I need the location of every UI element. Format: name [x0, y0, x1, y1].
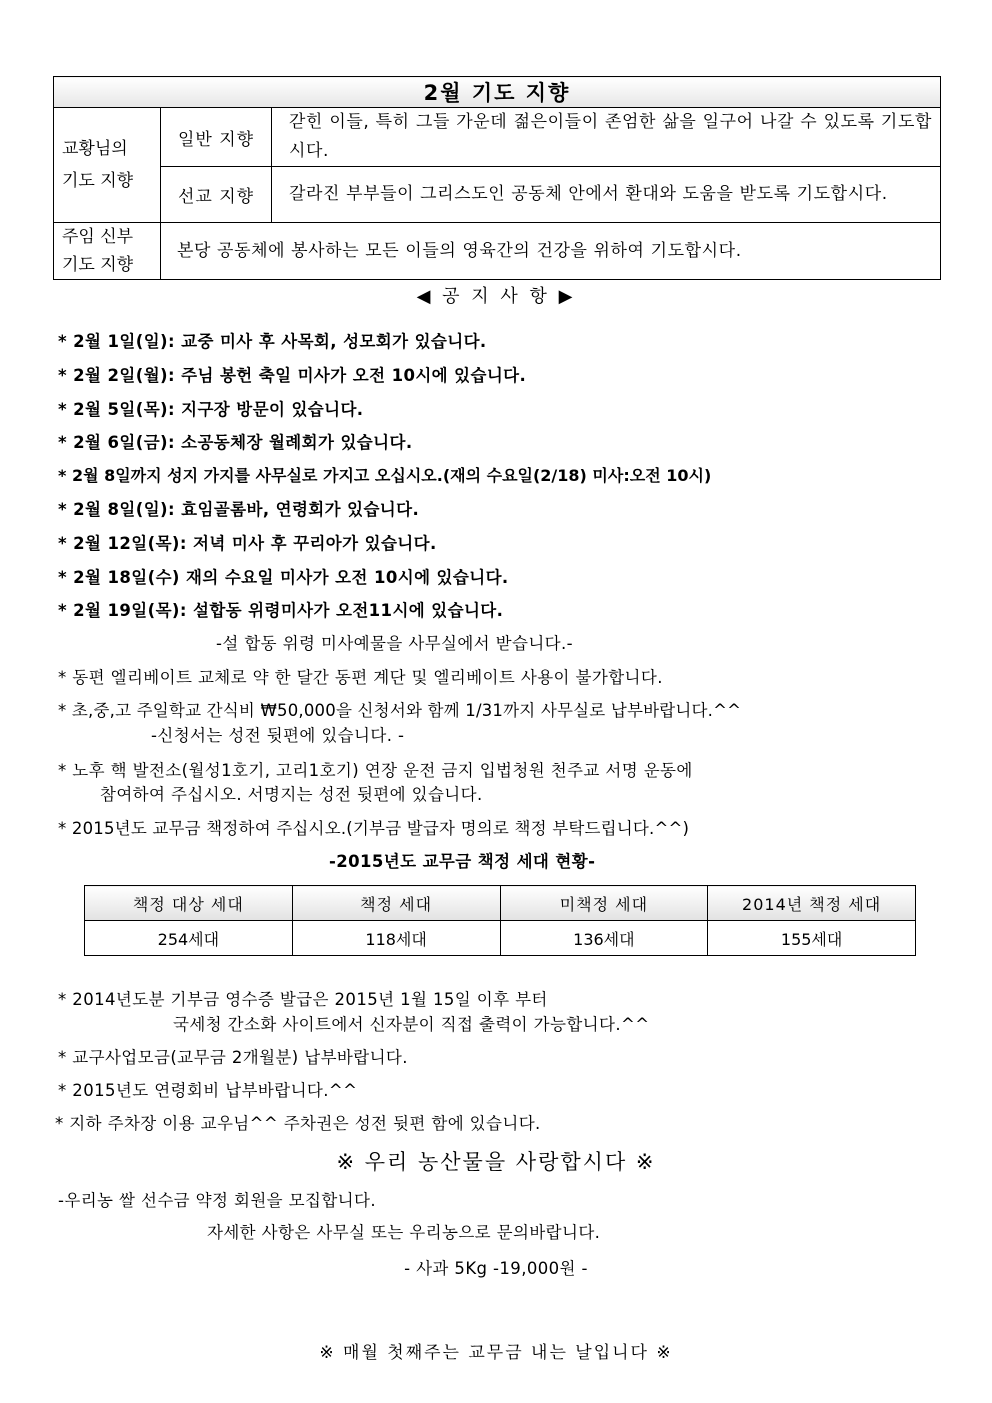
dues-header-unassessed: 미책정 세대 — [500, 886, 708, 921]
parish-dues-notice: * 2015년도 교무금 책정하여 주십시오.(기부금 발급자 명의로 책정 부탁드립니다.^^) — [58, 819, 690, 838]
notice-item: * 2월 1일(일): 교중 미사 후 사목회, 성모회가 있습니다. — [58, 332, 487, 351]
notice-item: * 2월 12일(목): 저녁 미사 후 꾸리아가 있습니다. — [58, 534, 437, 553]
dues-header-target: 책정 대상 세대 — [85, 886, 293, 921]
notice-item: * 2월 5일(목): 지구장 방문이 있습니다. — [58, 400, 364, 419]
dues-value-2014: 155세대 — [708, 921, 916, 956]
mission-intention-label: 선교 지향 — [161, 167, 272, 223]
farm-inquiry: 자세한 사항은 사무실 또는 우리농으로 문의바랍니다. — [207, 1223, 601, 1242]
notice-item: * 2월 8일(일): 효임골롬바, 연령회가 있습니다. — [58, 500, 420, 519]
farm-title: ※ 우리 농산물을 사랑합시다 ※ — [336, 1150, 656, 1174]
mission-intention-text: 갈라진 부부들이 그리스도인 공동체 안에서 환대와 도움을 받도록 기도합시다. — [272, 167, 941, 223]
receipt-notice-line1: * 2014년도분 기부금 영수증 발급은 2015년 1월 15일 이후 부터 — [58, 990, 548, 1009]
dues-status-title: -2015년도 교무금 책정 세대 현황- — [329, 852, 596, 871]
nuclear-petition-line2: 참여하여 주십시오. 서명지는 성전 뒷편에 있습니다. — [100, 785, 483, 804]
notice-item: * 2월 2일(월): 주님 봉헌 축일 미사가 오전 10시에 있습니다. — [58, 366, 527, 385]
prayer-intentions-table — [53, 76, 941, 280]
pope-label-line1: 교황님의 — [62, 139, 128, 159]
memorial-offering-note: -설 합동 위령 미사예물을 사무실에서 받습니다.- — [216, 634, 574, 653]
pastor-intention-label — [54, 223, 161, 280]
dues-header-assessed: 책정 세대 — [292, 886, 500, 921]
pope-intention-label — [54, 108, 161, 223]
notice-item: * 2월 6일(금): 소공동체장 월례회가 있습니다. — [58, 433, 413, 452]
pastor-label-line2: 기도 지향 — [62, 255, 134, 275]
notice-item: * 2월 8일까지 성지 가지를 사무실로 가지고 오십시오.(재의 수요일(2/18) 미사:오전 10시) — [58, 466, 712, 485]
dues-value-target: 254세대 — [85, 921, 293, 956]
prayer-title: 2월 기도 지향 — [54, 77, 941, 108]
application-form-note: -신청서는 성전 뒷편에 있습니다. - — [151, 726, 405, 745]
notice-item: * 2월 19일(목): 설합동 위령미사가 오전11시에 있습니다. — [58, 601, 504, 620]
notice-title: ◀ 공 지 사 항 ▶ — [416, 286, 576, 307]
dues-value-assessed: 118세대 — [292, 921, 500, 956]
general-intention-label: 일반 지향 — [161, 108, 272, 167]
dues-header-2014: 2014년 책정 세대 — [708, 886, 916, 921]
general-intention-text: 갇힌 이들, 특히 그들 가운데 젊은이들이 존엄한 삶을 일구어 나갈 수 있도록 기도합시다. — [272, 108, 941, 167]
farm-price: - 사과 5Kg -19,000원 - — [404, 1259, 588, 1278]
dues-day-footer: ※ 매월 첫째주는 교무금 내는 날입니다 ※ — [319, 1343, 673, 1363]
receipt-notice-line2: 국세청 간소화 사이트에서 신자분이 직접 출력이 가능합니다.^^ — [173, 1015, 650, 1034]
notice-item: * 2월 18일(수) 재의 수요일 미사가 오전 10시에 있습니다. — [58, 568, 509, 587]
parking-notice: * 지하 주차장 이용 교우님^^ 주차권은 성전 뒷편 함에 있습니다. — [55, 1114, 541, 1133]
nuclear-petition-line1: * 노후 핵 발전소(월성1호기, 고리1호기) 연장 운전 금지 입법청원 천주교 서명 운동에 — [58, 761, 693, 780]
diocese-fund-notice: * 교구사업모금(교무금 2개월분) 납부바랍니다. — [58, 1048, 408, 1067]
pastor-intention-text: 본당 공동체에 봉사하는 모든 이들의 영육간의 건강을 위하여 기도합시다. — [161, 223, 941, 280]
dues-value-unassessed: 136세대 — [500, 921, 708, 956]
pastor-label-line1: 주임 신부 — [62, 227, 134, 247]
elevator-notice: * 동편 엘리베이트 교체로 약 한 달간 동편 계단 및 엘리베이트 사용이 불가합니다. — [58, 668, 663, 687]
dues-status-table — [84, 885, 916, 956]
pope-label-line2: 기도 지향 — [62, 171, 134, 191]
snack-fee-notice: * 초,중,고 주일학교 간식비 ₩50,000을 신청서와 함께 1/31까지 사무실로 납부바랍니다.^^ — [58, 701, 742, 720]
farm-rice-membership: -우리농 쌀 선수금 약정 회원을 모집합니다. — [58, 1191, 376, 1210]
funeral-fee-notice: * 2015년도 연령회비 납부바랍니다.^^ — [58, 1081, 358, 1100]
